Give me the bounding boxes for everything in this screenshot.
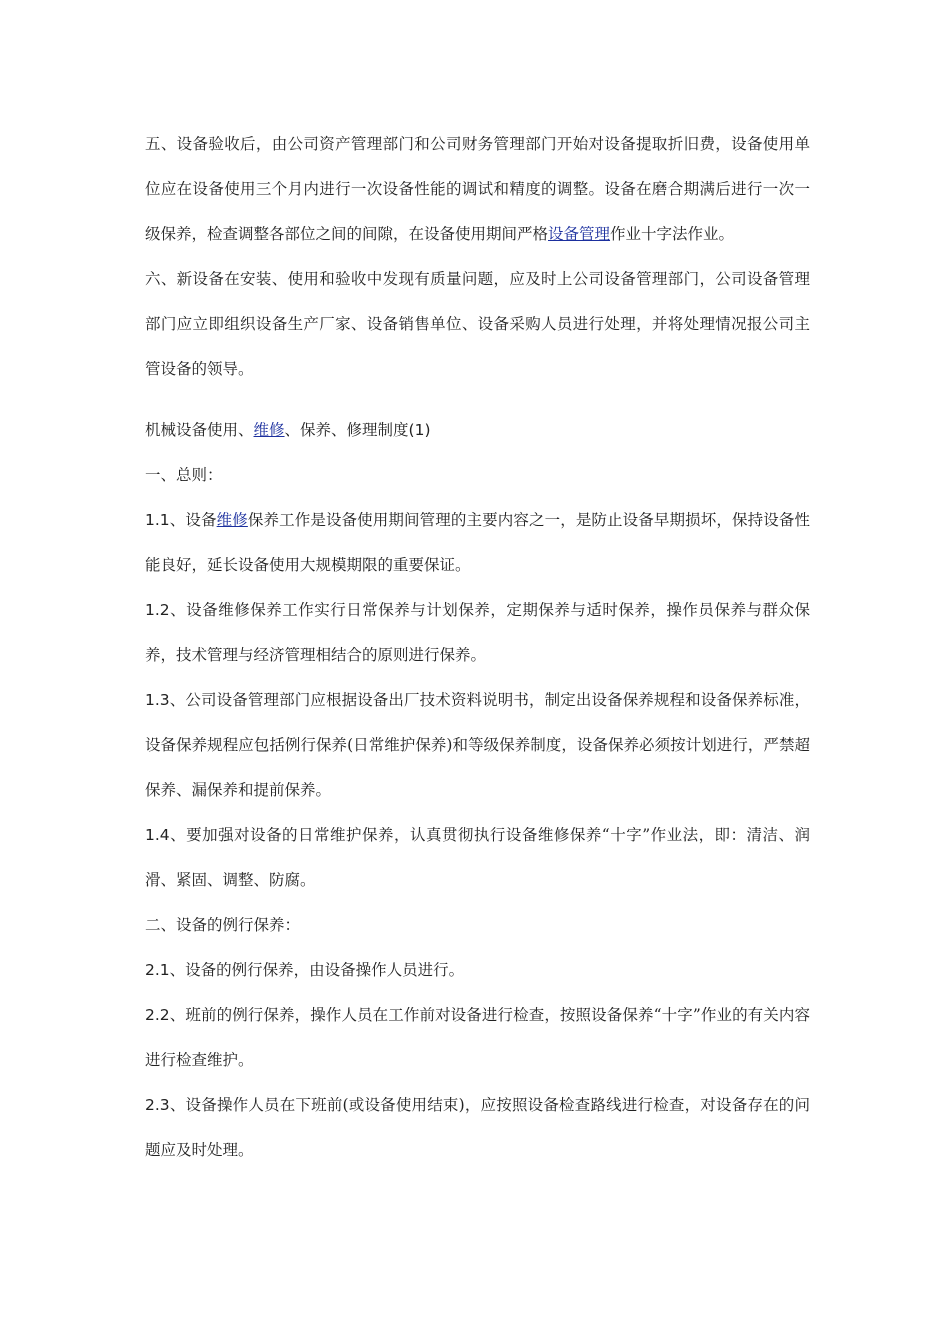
section-title [145,408,810,453]
heading-routine-maintenance: 二、设备的例行保养： [145,916,301,934]
clause-1-2 [145,588,810,678]
document-body [145,122,810,1173]
clause-2-2 [145,993,810,1083]
clause-1-4-text: 、要加强对设备的日常维护保养，认真贯彻执行设备维修保养“十字”作业法，即：清洁、润滑、紧固、调整、防腐。 [145,826,810,889]
clause-1-2-text: 、设备维修保养工作实行日常保养与计划保养，定期保养与适时保养，操作员保养与群众保养，技术管理与经济管理相结合的原则进行保养。 [145,601,810,664]
clause-1-1-text-a: 、设备 [169,511,217,529]
clause-number: 2.3 [145,1096,170,1114]
spacer [145,392,810,408]
paragraph-5 [145,122,810,257]
clause-number: 2.2 [145,1006,170,1024]
heading-general: 一、总则： [145,466,223,484]
maintenance-link-clause[interactable]: 维修 [216,511,248,529]
equipment-management-link[interactable]: 设备管理 [548,225,611,243]
section-title-text-a: 机械设备使用、 [145,421,254,439]
clause-number: 1.1 [145,511,170,529]
paragraph-6: 六、新设备在安装、使用和验收中发现有质量问题，应及时上公司设备管理部门，公司设备管理部门应立即组织设备生产厂家、设备销售单位、设备采购人员进行处理，并将处理情况报公司主管设备的领导。 [145,270,810,378]
clause-1-3 [145,678,810,813]
clause-1-1 [145,498,810,588]
clause-1-3-text: 、公司设备管理部门应根据设备出厂技术资料说明书，制定出设备保养规程和设备保养标准，设备保养规程应包括例行保养(日常维护保养)和等级保养制度，设备保养必须按计划进行，严禁超保养、漏保养和提前保养。 [145,691,810,799]
clause-number: 1.3 [145,691,170,709]
clause-2-2-text: 、班前的例行保养，操作人员在工作前对设备进行检查，按照设备保养“十字”作业的有关内容进行检查维护。 [145,1006,810,1069]
paragraph-5-text-a: 五、设备验收后，由公司资产管理部门和公司财务管理部门开始对设备提取折旧费，设备使用单位应在设备使用三个月内进行一次设备性能的调试和精度的调整。设备在磨合期满后进行一次一级保养，检查调整各部位之间的间隙，在设备使用期间严格 [145,135,810,243]
clause-2-3 [145,1083,810,1173]
paragraph-5-text-b: 作业十字法作业。 [610,225,735,243]
clause-number: 1.2 [145,601,170,619]
section-title-suffix: (1) [408,421,431,439]
clause-number: 1.4 [145,826,170,844]
clause-2-3-text: 、设备操作人员在下班前(或设备使用结束)，应按照设备检查路线进行检查，对设备存在的问题应及时处理。 [145,1096,810,1159]
clause-1-1-text-b: 保养工作是设备使用期间管理的主要内容之一，是防止设备早期损坏，保持设备性能良好，延长设备使用大规模期限的重要保证。 [145,511,810,574]
clause-1-4 [145,813,810,903]
section-title-text-b: 、保养、修理制度 [284,421,409,439]
clause-2-1-text: 、设备的例行保养，由设备操作人员进行。 [169,961,465,979]
clause-number: 2.1 [145,961,170,979]
clause-2-1 [145,948,810,993]
maintenance-link-title[interactable]: 维修 [253,421,285,439]
